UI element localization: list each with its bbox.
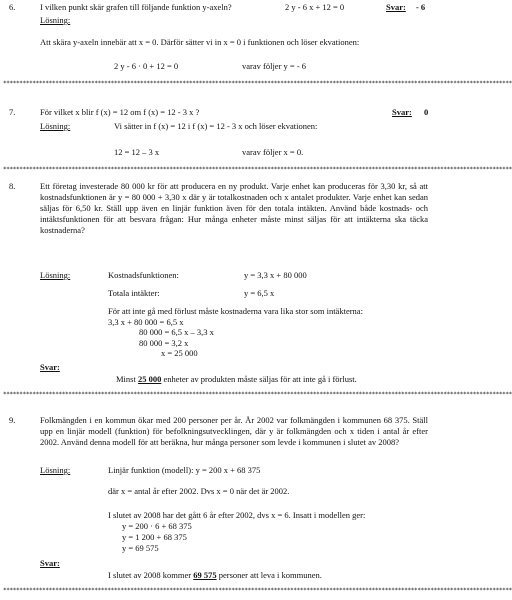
q9-answer-pre: I slutet av 2008 kommer xyxy=(108,570,194,580)
q8-rev-eq: y = 6,5 x xyxy=(244,288,275,298)
q7-number: 7. xyxy=(9,107,16,117)
q9-answer xyxy=(108,570,322,581)
separator: ************************************************************************************************************************************************************ xyxy=(3,80,512,87)
q8-text: Ett företag investerade 80 000 kr för att producera en ny produkt. Varje enhet kan produceras för 3,30 kr, så att kostnadsfunktionen är y = 80 000 + 3,30 x där y är totalkostnaden och x antalet produkter. Varje enhet kan sedan säljas för 6,50 kr. Ställ upp även en linjär funktion även för den totala intäkten. Använd både kostnads- och intäktsfunktionen för att besvara frågan: Hur många enheter måste minst säljas för att intäkterna ska täcka kostnaderna? xyxy=(40,181,428,235)
q9-step: y = 1 200 + 68 375 xyxy=(122,532,187,542)
q7-explanation: Vi sätter in f (x) = 12 i f (x) = 12 - 3 x och löser ekvationen: xyxy=(114,121,318,131)
q8-step: 80 000 = 3,2 x xyxy=(139,338,189,348)
q7-answer-value: 0 xyxy=(423,107,429,117)
q6-question: I vilken punkt skär grafen till följande funktion y-axeln? xyxy=(40,2,232,12)
q6-equation: 2 y - 6 x + 12 = 0 xyxy=(285,2,345,12)
separator: ************************************************************************************************************************************************************ xyxy=(3,166,512,173)
q8-number: 8. xyxy=(9,181,16,191)
q9-number: 9. xyxy=(9,415,16,425)
q6-answer-label: Svar: xyxy=(386,2,406,12)
q9-answer-bold: 69 575 xyxy=(193,570,217,580)
q7-losning: Lösning: xyxy=(40,121,71,131)
q9-x-def: där x = antal år efter 2002. Dvs x = 0 när det är 2002. xyxy=(108,486,290,496)
q6-answer-value: - 6 xyxy=(415,2,426,12)
q7-answer-label: Svar: xyxy=(392,107,412,117)
q8-answer-pre: Minst xyxy=(116,374,138,384)
q7-calc: 12 = 12 – 3 x xyxy=(114,147,160,157)
q8-answer-bold: 25 000 xyxy=(137,374,162,384)
q7-conclusion: varav följer x = 0. xyxy=(242,147,304,157)
q9-answer-label: Svar: xyxy=(40,558,60,568)
q9-text: Folkmängden i en kommun ökar med 200 personer per år. År 2002 var folkmängden i kommunen 68 375. Ställ upp en linjär modell (funktion) för befolkningsutvecklingen, där y är folkmängden och x tiden i antal år efter 2002. Använd denna modell för att beräkna, hur många personer som levde i kommunen i slutet av 2008? xyxy=(40,415,428,447)
q8-rev-label: Totala intäkter: xyxy=(108,288,160,298)
q9-answer-post: personer att leva i kommunen. xyxy=(216,570,322,580)
q9-step: y = 200 · 6 + 68 375 xyxy=(122,521,192,531)
q8-answer-post: enheter av produkten måste säljas för att inte gå i förlust. xyxy=(161,374,357,384)
separator: ************************************************************************************************************************************************************ xyxy=(3,587,512,594)
q8-cost-eq: y = 3,3 x + 80 000 xyxy=(244,270,307,280)
q7-answer xyxy=(392,107,428,118)
q8-losning: Lösning: xyxy=(40,270,71,280)
q6-calc: 2 y - 6 · 0 + 12 = 0 xyxy=(114,61,179,71)
q8-cost-label: Kostnadsfunktionen: xyxy=(108,270,179,280)
q9-intro: I slutet av 2008 har det gått 6 år efter 2002, dvs x = 6. Insatt i modellen ger: xyxy=(108,510,366,520)
q8-step: 80 000 = 6,5 x – 3,3 x xyxy=(139,327,214,337)
q6-explanation: Att skära y-axeln innebär att x = 0. Därför sätter vi in x = 0 i funktionen och löser ekvationen: xyxy=(40,37,360,47)
separator: ************************************************************************************************************************************************************ xyxy=(3,391,512,398)
q6-number: 6. xyxy=(9,2,16,12)
q9-losning: Lösning: xyxy=(40,465,71,475)
q8-step: x = 25 000 xyxy=(161,348,198,358)
q8-answer-label: Svar: xyxy=(40,362,60,372)
q6-losning: Lösning: xyxy=(40,15,71,25)
q9-step: y = 69 575 xyxy=(122,543,159,553)
q8-answer xyxy=(116,374,357,385)
q6-conclusion: varav följer y = - 6 xyxy=(242,61,307,71)
q7-question: För vilket x blir f (x) = 12 om f (x) = 12 - 3 x ? xyxy=(40,107,200,117)
q8-step: 3,3 x + 80 000 = 6,5 x xyxy=(108,317,184,327)
q8-intro: För att inte gå med förlust måste kostnaderna vara lika stor som intäkterna: xyxy=(108,306,363,316)
q9-model: Linjär funktion (modell): y = 200 x + 68 375 xyxy=(108,465,261,475)
q6-answer xyxy=(386,2,425,13)
